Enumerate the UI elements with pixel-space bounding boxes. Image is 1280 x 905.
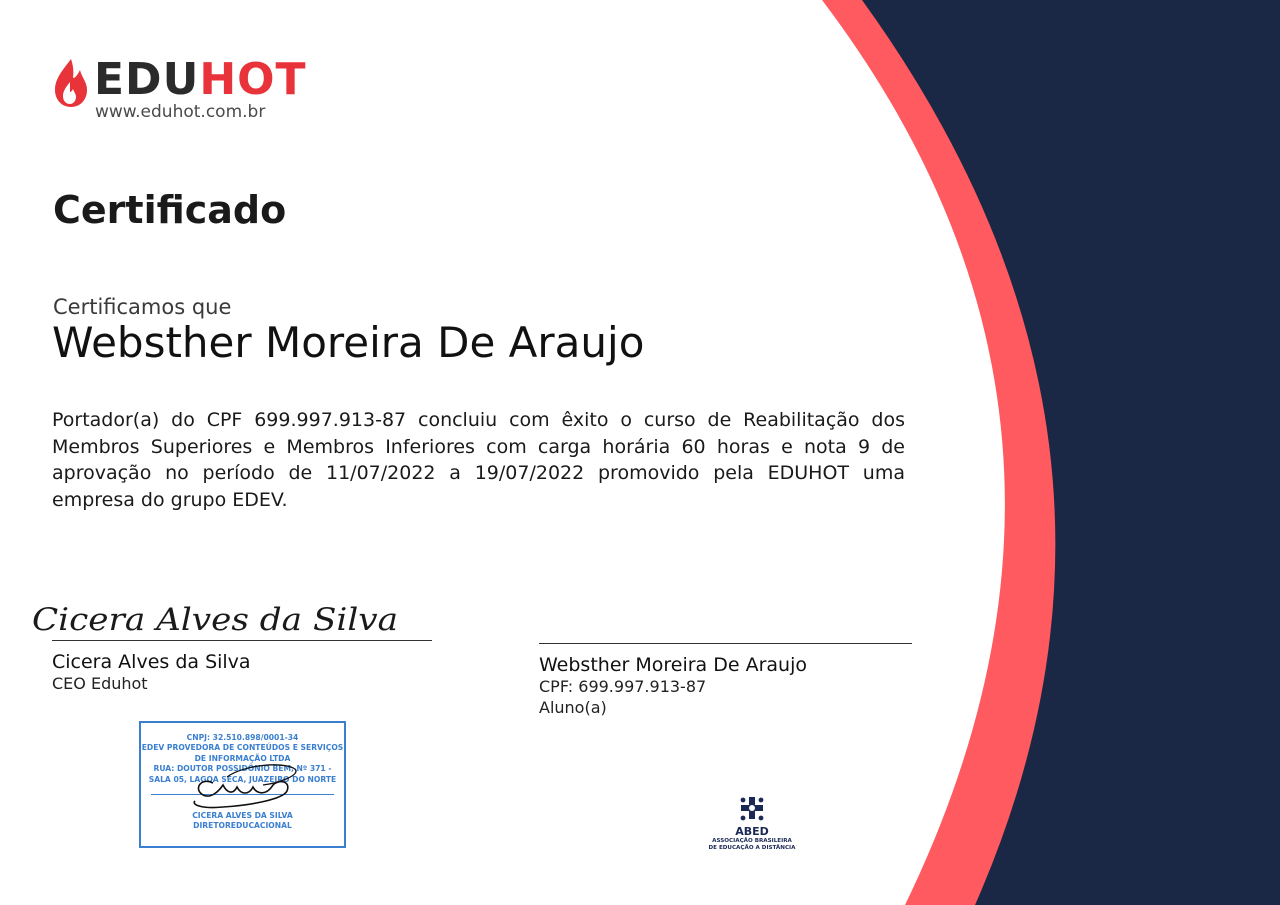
student-signature-line [539,643,912,644]
certificate-title: Certificado [53,188,287,232]
stamp-company-line-2: DE INFORMAÇÃO LTDA [194,753,291,763]
issuer-handwritten-signature [28,596,408,640]
abed-subtitle-line-2: DE EDUCAÇÃO A DISTÂNCIA [708,845,796,851]
issuer-role: CEO Eduhot [52,674,148,693]
brand-url: www.eduhot.com.br [95,102,266,122]
stamp-signer-name: CICERA ALVES DA SILVA [192,811,293,821]
student-role: Aluno(a) [539,698,607,717]
student-cpf: CPF: 699.997.913-87 [539,677,707,696]
student-signature-block [539,643,912,718]
brand-wordmark [94,54,307,106]
recipient-name: Websther Moreira De Araujo [52,318,645,367]
flame-icon [53,58,89,108]
issuer-signature-line [52,640,432,641]
brand-name-edu: EDU [94,54,200,105]
abed-title: ABED [735,825,769,838]
stamp-cnpj: CNPJ: 32.510.898/0001-34 [186,733,299,742]
company-stamp [139,721,346,848]
stamp-address-line-1: RUA: DOUTOR POSSIDÔNIO BEM, Nº 371 - [153,764,332,774]
certificate-body: Portador(a) do CPF 699.997.913-87 concluiu com êxito o curso de Reabilitação dos Membros Superiores e Membros Inferiores com carga horária 60 horas e nota 9 de aprovação no período de 11/07/2022 a 19/07/2022 promovido pela EDUHOT uma empresa do grupo EDEV. [52,409,905,511]
stamp-address-line-2: SALA 05, LAGOA SECA, JUAZEIRO DO NORTE [148,774,337,784]
stamp-company-line-1: EDEV PROVEDORA DE CONTEÚDOS E SERVIÇOS [141,743,344,753]
abed-logo [700,795,804,852]
issuer-signature-text: Cicera Alves da Silva [32,602,398,638]
brand-name-hot: HOT [199,54,307,105]
issuer-signature-block [52,640,432,694]
stamp-signer-role: DIRETOREDUCACIONAL [193,821,292,831]
abed-emblem-icon [736,795,768,825]
issuer-name: Cicera Alves da Silva [52,651,251,673]
abed-subtitle-line-1: ASSOCIAÇÃO BRASILEIRA [712,838,792,844]
student-name: Websther Moreira De Araujo [539,654,807,676]
certificate-intro: Certificamos que [53,295,232,319]
stamp-signature-scribble [183,755,303,815]
